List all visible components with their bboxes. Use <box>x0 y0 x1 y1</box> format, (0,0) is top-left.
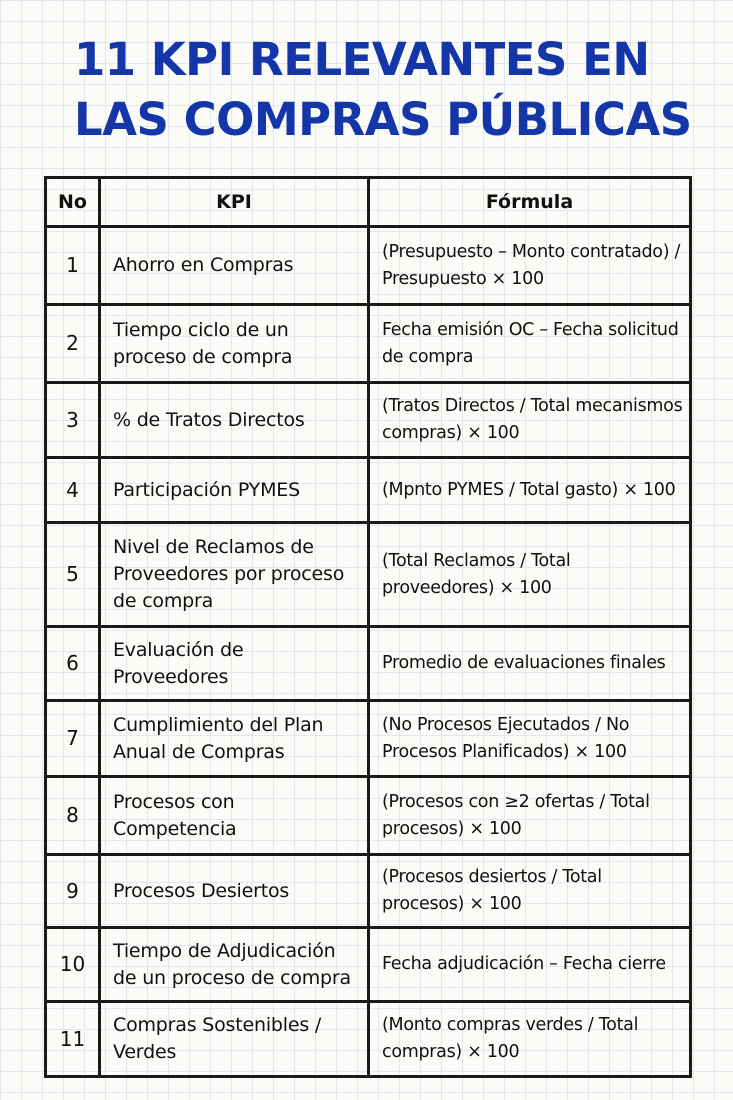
row-number: 9 <box>46 855 100 928</box>
header-formula: Fórmula <box>369 178 691 227</box>
kpi-name: Evaluación de Proveedores <box>100 627 369 701</box>
table-row <box>46 305 691 383</box>
header-no: No <box>46 178 100 227</box>
header-kpi: KPI <box>100 178 369 227</box>
table-row <box>46 701 691 777</box>
kpi-formula: (No Procesos Ejecutados / No Procesos Planificados) × 100 <box>369 701 691 777</box>
kpi-name: Compras Sostenibles / Verdes <box>100 1002 369 1077</box>
table-row <box>46 458 691 523</box>
row-number: 8 <box>46 777 100 855</box>
kpi-name: Procesos con Competencia <box>100 777 369 855</box>
kpi-formula: Fecha emisión OC – Fecha solicitud de compra <box>369 305 691 383</box>
kpi-formula: (Procesos con ≥2 ofertas / Total procesos) × 100 <box>369 777 691 855</box>
kpi-formula: (Procesos desiertos / Total procesos) × 100 <box>369 855 691 928</box>
kpi-formula: (Tratos Directos / Total mecanismos compras) × 100 <box>369 383 691 458</box>
kpi-name: Tiempo ciclo de un proceso de compra <box>100 305 369 383</box>
row-number: 7 <box>46 701 100 777</box>
row-number: 4 <box>46 458 100 523</box>
kpi-formula: (Monto compras verdes / Total compras) × 100 <box>369 1002 691 1077</box>
kpi-formula: Fecha adjudicación – Fecha cierre <box>369 928 691 1002</box>
kpi-formula: (Total Reclamos / Total proveedores) × 100 <box>369 523 691 627</box>
page-title <box>74 30 714 150</box>
row-number: 10 <box>46 928 100 1002</box>
table-row <box>46 383 691 458</box>
table-row <box>46 627 691 701</box>
title-line-1: 11 KPI RELEVANTES EN <box>74 33 650 86</box>
row-number: 2 <box>46 305 100 383</box>
kpi-table <box>44 176 692 1078</box>
table-row <box>46 928 691 1002</box>
kpi-name: Participación PYMES <box>100 458 369 523</box>
kpi-name: Nivel de Reclamos de Proveedores por proceso de compra <box>100 523 369 627</box>
kpi-name: % de Tratos Directos <box>100 383 369 458</box>
table-row <box>46 855 691 928</box>
row-number: 6 <box>46 627 100 701</box>
kpi-formula: (Presupuesto – Monto contratado) / Presupuesto × 100 <box>369 227 691 305</box>
table-row <box>46 777 691 855</box>
kpi-formula: (Mpnto PYMES / Total gasto) × 100 <box>369 458 691 523</box>
row-number: 1 <box>46 227 100 305</box>
row-number: 3 <box>46 383 100 458</box>
kpi-name: Procesos Desiertos <box>100 855 369 928</box>
table-header-row <box>46 178 691 227</box>
title-line-2: LAS COMPRAS PÚBLICAS <box>74 93 692 146</box>
row-number: 11 <box>46 1002 100 1077</box>
kpi-name: Tiempo de Adjudicación de un proceso de compra <box>100 928 369 1002</box>
table-row <box>46 1002 691 1077</box>
kpi-name: Ahorro en Compras <box>100 227 369 305</box>
kpi-name: Cumplimiento del Plan Anual de Compras <box>100 701 369 777</box>
table-row <box>46 227 691 305</box>
row-number: 5 <box>46 523 100 627</box>
table-row <box>46 523 691 627</box>
kpi-formula: Promedio de evaluaciones finales <box>369 627 691 701</box>
